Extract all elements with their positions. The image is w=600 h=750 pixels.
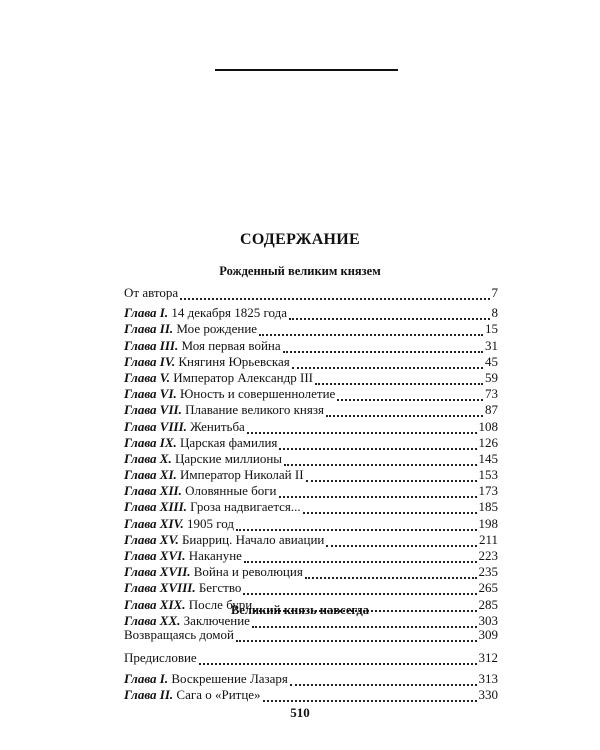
page-ref: 303	[478, 612, 498, 628]
dot-leader	[284, 464, 476, 466]
chapter-number: Глава X.	[124, 450, 172, 466]
page-ref: 265	[478, 580, 498, 596]
chapter-title: Предисловие	[124, 650, 197, 665]
chapter-title: После бури	[185, 596, 253, 612]
toc-entry[interactable]	[124, 532, 498, 548]
chapter-title: От автора	[124, 285, 179, 300]
dot-leader	[315, 383, 483, 385]
page-title: СОДЕРЖАНИЕ	[239, 231, 361, 248]
dot-leader	[236, 640, 477, 642]
page-ref: 223	[478, 548, 498, 563]
dot-leader	[279, 448, 476, 450]
chapter-title: Плавание великого князя	[181, 402, 324, 418]
chapter-number: Глава I.	[124, 305, 169, 321]
chapter-number: Глава VIII.	[124, 418, 187, 434]
chapter-number: Глава III.	[124, 337, 179, 353]
page-ref: 73	[485, 386, 498, 402]
dot-leader	[292, 367, 483, 369]
chapter-number: Глава II.	[124, 687, 174, 703]
toc-part2	[124, 625, 498, 703]
chapter-number: Глава XV.	[124, 531, 179, 547]
page-ref: 87	[485, 402, 498, 418]
page-ref: 59	[485, 369, 498, 385]
dot-leader	[259, 334, 483, 336]
dot-leader	[326, 545, 477, 547]
toc-entry[interactable]	[124, 370, 498, 386]
dot-leader	[337, 399, 483, 401]
chapter-title: Оловянные боги	[181, 483, 277, 499]
chapter-title: Император Александр III	[170, 369, 313, 385]
chapter-title: Сага о «Ритце»	[173, 687, 261, 703]
toc-entry[interactable]	[124, 564, 498, 580]
toc-entry[interactable]	[124, 321, 498, 337]
page-ref: 330	[478, 687, 498, 703]
toc-entry[interactable]	[124, 580, 498, 596]
chapter-number: Глава I.	[124, 671, 169, 686]
dot-leader	[303, 512, 477, 514]
chapter-title: Возвращаясь домой	[124, 627, 234, 642]
chapter-number: Глава XVII.	[124, 564, 191, 580]
chapter-title: Моя первая война	[178, 337, 281, 353]
dot-leader	[244, 561, 477, 563]
dot-leader	[236, 529, 476, 531]
chapter-number: Глава XX.	[124, 612, 181, 628]
page-ref: 173	[478, 483, 498, 499]
dot-leader	[180, 298, 489, 300]
page-ref: 198	[478, 515, 498, 531]
page-ref: 211	[478, 531, 498, 547]
page-ref: 235	[478, 564, 498, 580]
page-ref: 31	[485, 337, 498, 353]
page-ref: 153	[478, 467, 498, 483]
chapter-title: Гроза надвигается...	[186, 499, 301, 515]
dot-leader	[283, 351, 483, 353]
toc-entry[interactable]	[124, 305, 498, 321]
toc-entry[interactable]	[124, 285, 498, 301]
toc-entry[interactable]	[124, 648, 498, 667]
page-ref: 309	[478, 627, 498, 642]
chapter-number: Глава XI.	[124, 467, 177, 483]
toc-entry[interactable]	[124, 419, 498, 435]
page-ref: 313	[478, 671, 498, 686]
chapter-number: Глава IX.	[124, 434, 177, 450]
chapter-number: Глава XIX.	[124, 596, 186, 612]
chapter-number: Глава XVIII.	[124, 580, 196, 596]
dot-leader	[289, 318, 489, 320]
toc-part1	[124, 285, 498, 629]
toc-entry[interactable]	[124, 386, 498, 402]
page-ref: 145	[478, 450, 498, 466]
page-number: 510	[290, 705, 310, 720]
chapter-title: Царские миллионы	[171, 450, 283, 466]
chapter-title: Мое рождение	[173, 321, 258, 337]
page-ref: 312	[478, 650, 498, 665]
dot-leader	[306, 480, 477, 482]
chapter-title: Бегство	[195, 580, 242, 596]
dot-leader	[279, 496, 477, 498]
chapter-title: Женитьба	[186, 418, 245, 434]
chapter-title: 1905 год	[183, 515, 235, 531]
toc-entry[interactable]	[124, 402, 498, 418]
chapter-number: Глава VI.	[124, 386, 177, 402]
chapter-number: Глава IV.	[124, 353, 176, 369]
page-ref: 8	[491, 305, 498, 321]
toc-entry[interactable]	[124, 687, 498, 703]
chapter-number: Глава XII.	[124, 483, 182, 499]
chapter-title: Война и революция	[190, 564, 303, 580]
toc-entry[interactable]	[124, 354, 498, 370]
toc-entry[interactable]	[124, 467, 498, 483]
page-ref: 7	[491, 285, 498, 300]
chapter-number: Глава XVI.	[124, 548, 186, 563]
dot-leader	[290, 684, 477, 686]
toc-entry[interactable]	[124, 483, 498, 499]
page-ref: 285	[478, 596, 498, 612]
chapter-title: Воскрешение Лазаря	[168, 671, 288, 686]
page-ref: 15	[485, 321, 498, 337]
toc-entry[interactable]	[124, 435, 498, 451]
chapter-number: Глава V.	[124, 369, 171, 385]
chapter-title: Биарриц. Начало авиации	[178, 531, 325, 547]
toc-entry[interactable]	[124, 671, 498, 687]
chapter-title: Заключение	[180, 612, 250, 628]
chapter-number: Глава II.	[124, 321, 174, 337]
toc-entry[interactable]	[124, 548, 498, 564]
chapter-title: Накануне	[185, 548, 242, 563]
dot-leader	[305, 577, 477, 579]
page-ref: 126	[478, 434, 498, 450]
chapter-title: Княгиня Юрьевская	[175, 353, 290, 369]
page-ref: 45	[485, 353, 498, 369]
toc-entry[interactable]	[124, 338, 498, 354]
chapter-title: Царская фамилия	[176, 434, 278, 450]
dot-leader	[199, 663, 477, 665]
page-ref: 108	[478, 418, 498, 434]
part1-title: Рожденный великим князем	[219, 264, 381, 278]
chapter-number: Глава XIV.	[124, 515, 184, 531]
toc-entry[interactable]	[124, 625, 498, 644]
dot-leader	[326, 415, 483, 417]
dot-leader	[247, 432, 477, 434]
chapter-number: Глава XIII.	[124, 499, 187, 515]
chapter-title: Юность и совершеннолетие	[176, 386, 336, 402]
part2-title: Великий князь навсегда	[231, 603, 369, 617]
toc-entry[interactable]	[124, 516, 498, 532]
dot-leader	[243, 593, 476, 595]
chapter-number: Глава VII.	[124, 402, 182, 418]
dot-leader	[263, 700, 477, 702]
toc-entry[interactable]	[124, 499, 498, 515]
page-ref: 185	[478, 499, 498, 515]
toc-entry[interactable]	[124, 451, 498, 467]
top-rule	[215, 69, 398, 71]
chapter-title: 14 декабря 1825 года	[168, 305, 288, 321]
chapter-title: Император Николай II	[176, 467, 304, 483]
